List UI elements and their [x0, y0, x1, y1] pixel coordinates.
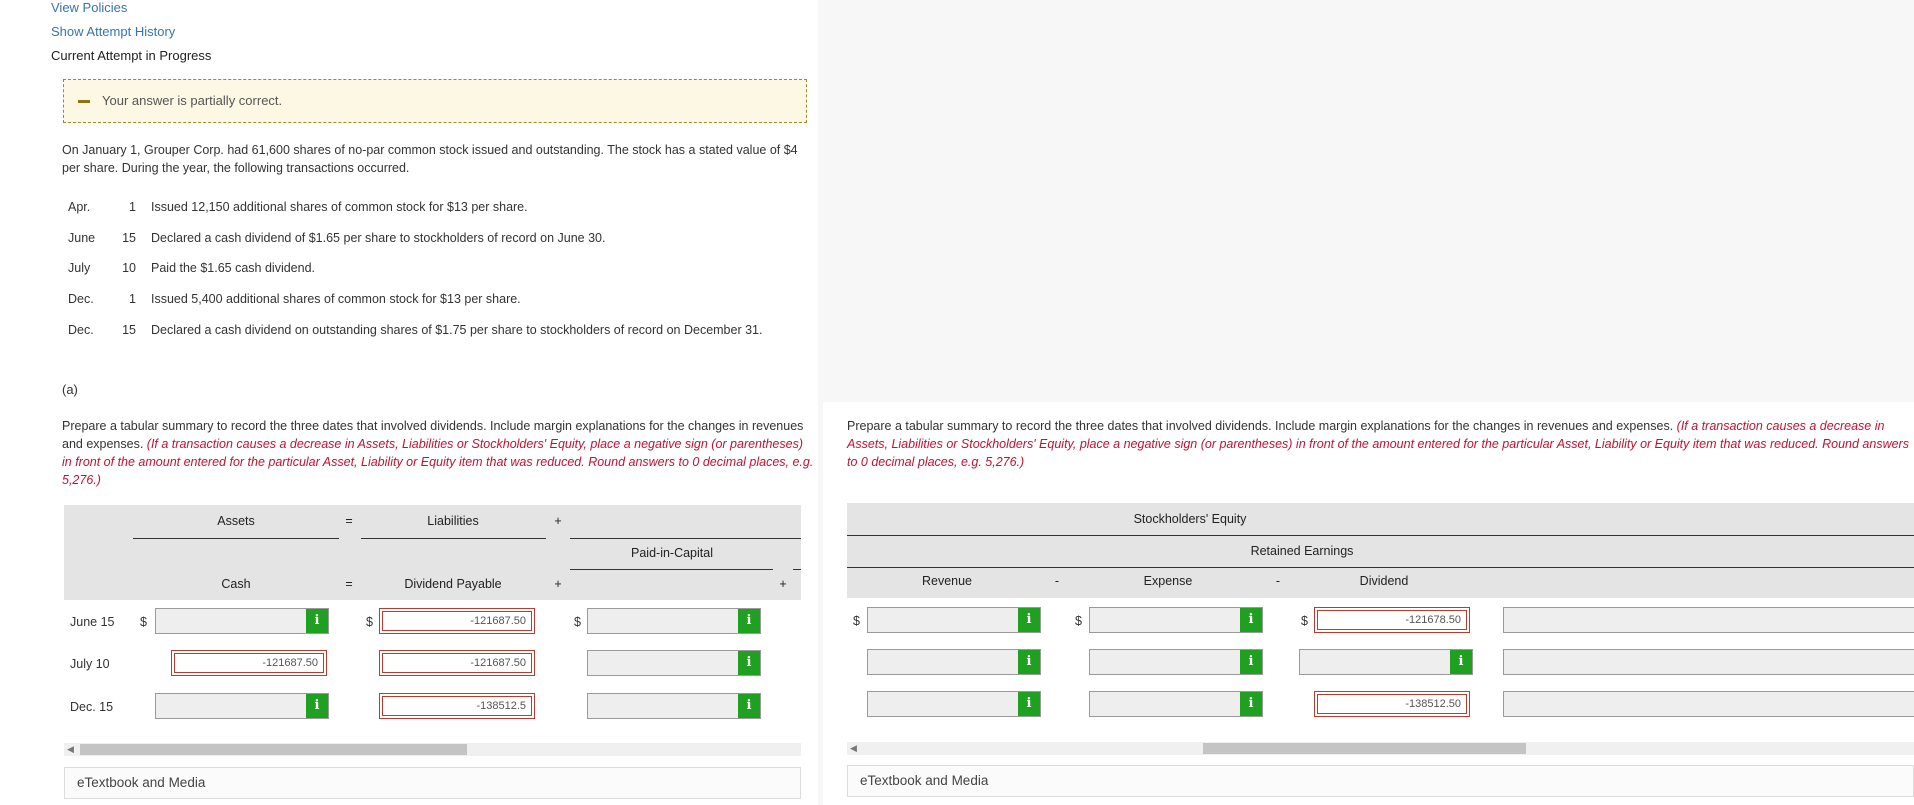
header-plus: +	[554, 577, 562, 591]
header-assets: Assets	[217, 514, 255, 528]
dividend-payable-input-dec-15[interactable]	[379, 693, 535, 719]
field-value: -121687.50	[262, 657, 318, 669]
info-icon[interactable]: i	[1018, 608, 1040, 632]
field-value: -121687.50	[470, 657, 526, 669]
banner-message: Your answer is partially correct.	[102, 93, 283, 108]
header-cash: Cash	[221, 577, 251, 591]
dividend-payable-input-june-15[interactable]	[379, 608, 535, 634]
etextbook-media-link[interactable]: eTextbook and Media	[64, 767, 801, 799]
dividend-payable-input-july-10[interactable]	[379, 650, 535, 676]
left-panel	[0, 0, 818, 805]
tx-month: Dec.	[68, 323, 94, 337]
paid-in-capital-input-july-10[interactable]	[587, 650, 761, 676]
header-dividend: Dividend	[1359, 574, 1409, 588]
instructions-red: (If a transaction causes a decrease in Assets, Liabilities or Stockholders' Equity, place a negative sign (or parentheses) in front of the amount entered for the particular Asset, Liability or Equity item that was reduced. Round answers to 0 decimal places, e.g. 5,276.)	[847, 419, 1909, 469]
currency-sign: $	[574, 615, 581, 629]
expense-input-july-10[interactable]	[1089, 649, 1263, 675]
header-equals: =	[345, 514, 353, 528]
tx-text: Issued 12,150 additional shares of common stock for $13 per share.	[151, 200, 528, 214]
tx-text: Declared a cash dividend of $1.65 per share to stockholders of record on June 30.	[151, 231, 606, 245]
current-attempt-label: Current Attempt in Progress	[51, 48, 212, 63]
problem-intro: On January 1, Grouper Corp. had 61,600 shares of no-par common stock issued and outstanding. The stock has a stated value of $4 per share. During the year, the following transactions occurred.	[62, 143, 798, 175]
header-stockholders-equity: Stockholders' Equity	[1133, 512, 1247, 526]
show-attempt-history-link[interactable]: Show Attempt History	[51, 24, 176, 39]
minus-icon	[78, 100, 90, 103]
tx-day: 15	[122, 323, 136, 337]
info-icon[interactable]: i	[738, 609, 760, 633]
header-dividend-payable: Dividend Payable	[404, 577, 502, 591]
cash-input-july-10[interactable]	[171, 650, 327, 676]
info-icon[interactable]: i	[306, 609, 328, 633]
tx-text: Declared a cash dividend on outstanding shares of $1.75 per share to stockholders of record on December 31.	[151, 323, 763, 337]
row-label-dec-15: Dec. 15	[70, 700, 114, 714]
instructions-red: (If a transaction causes a decrease in Assets, Liabilities or Stockholders' Equity, place a negative sign (or parentheses) in front of the amount entered for the particular Asset, Liability or Equity item that was reduced. Round answers to 0 decimal places, e.g. 5,276.)	[62, 437, 814, 487]
scroll-left-arrow-icon[interactable]: ◀	[850, 743, 857, 753]
info-icon[interactable]: i	[1240, 650, 1262, 674]
header-equals: =	[345, 577, 353, 591]
header-paid-in-capital: Paid-in-Capital	[631, 546, 713, 560]
expense-input-june-15[interactable]	[1089, 607, 1263, 633]
part-a-label: (a)	[62, 382, 78, 397]
row-label-june-15: June 15	[70, 615, 115, 629]
header-expense: Expense	[1143, 574, 1193, 588]
etextbook-media-link[interactable]: eTextbook and Media	[847, 765, 1914, 797]
tx-month: Apr.	[68, 200, 91, 214]
currency-sign: $	[140, 615, 147, 629]
header-rule	[133, 538, 339, 539]
currency-sign: $	[1075, 614, 1082, 628]
tx-day: 10	[122, 261, 136, 275]
tx-month: July	[68, 261, 91, 275]
right-panel	[823, 402, 1914, 805]
cash-input-dec-15[interactable]	[155, 693, 329, 719]
row-label-july-10: July 10	[70, 657, 110, 671]
header-minus: -	[1275, 574, 1281, 588]
revenue-input-dec-15[interactable]	[867, 691, 1041, 717]
currency-sign: $	[853, 614, 860, 628]
partial-correct-banner	[63, 79, 807, 123]
header-retained-earnings: Retained Earnings	[1250, 544, 1354, 558]
dividend-input-july-10[interactable]	[1299, 649, 1473, 675]
field-value: -121687.50	[470, 615, 526, 627]
info-icon[interactable]: i	[738, 694, 760, 718]
tx-day: 1	[129, 200, 136, 214]
dividend-input-june-15[interactable]	[1314, 607, 1470, 633]
header-revenue: Revenue	[921, 574, 973, 588]
info-icon[interactable]: i	[1240, 692, 1262, 716]
next-column-input-july-10[interactable]	[1503, 649, 1914, 675]
cash-input-june-15[interactable]	[155, 608, 329, 634]
instructions-text: Prepare a tabular summary to record the three dates that involved dividends. Include margin explanations for the changes in revenues and expenses.	[847, 419, 1674, 433]
view-policies-link[interactable]: View Policies	[51, 0, 128, 15]
header-plus: +	[554, 514, 562, 528]
field-value: -138512.50	[1405, 698, 1461, 710]
header-rule	[847, 567, 1914, 568]
currency-sign: $	[1301, 614, 1308, 628]
header-rule	[570, 569, 773, 570]
paid-in-capital-input-june-15[interactable]	[587, 608, 761, 634]
horizontal-scrollbar[interactable]	[847, 742, 1914, 755]
paid-in-capital-input-dec-15[interactable]	[587, 693, 761, 719]
tx-text: Issued 5,400 additional shares of common stock for $13 per share.	[151, 292, 521, 306]
currency-sign: $	[366, 615, 373, 629]
part-a-instructions-repeat	[847, 417, 1914, 471]
tx-day: 1	[129, 292, 136, 306]
field-value: -121678.50	[1405, 614, 1461, 626]
scrollbar-thumb[interactable]	[80, 744, 467, 755]
expense-input-dec-15[interactable]	[1089, 691, 1263, 717]
header-rule	[847, 535, 1914, 536]
info-icon[interactable]: i	[1450, 650, 1472, 674]
next-column-input-june-15[interactable]	[1503, 607, 1914, 633]
dividend-input-dec-15[interactable]	[1314, 691, 1470, 717]
revenue-input-july-10[interactable]	[867, 649, 1041, 675]
header-minus: -	[1054, 574, 1060, 588]
tx-day: 15	[122, 231, 136, 245]
header-plus: +	[779, 577, 787, 591]
info-icon[interactable]: i	[1240, 608, 1262, 632]
header-rule	[361, 538, 546, 539]
tx-month: June	[68, 231, 96, 245]
tx-month: Dec.	[68, 292, 94, 306]
next-column-input-dec-15[interactable]	[1503, 691, 1914, 717]
header-rule	[793, 569, 801, 570]
info-icon[interactable]: i	[738, 651, 760, 675]
part-a-instructions	[62, 417, 814, 489]
revenue-input-june-15[interactable]	[867, 607, 1041, 633]
scrollbar-thumb[interactable]	[1203, 743, 1526, 754]
header-rule	[570, 538, 801, 539]
header-liabilities: Liabilities	[427, 514, 479, 528]
instructions-text: Prepare a tabular summary to record the three dates that involved dividends. Include margin explanations for the changes in revenues and expenses.	[62, 419, 804, 451]
scroll-left-arrow-icon[interactable]: ◀	[67, 744, 74, 754]
field-value: -138512.5	[476, 700, 526, 712]
horizontal-scrollbar[interactable]	[64, 743, 801, 756]
tx-text: Paid the $1.65 cash dividend.	[151, 261, 316, 275]
info-icon[interactable]: i	[1018, 650, 1040, 674]
info-icon[interactable]: i	[306, 694, 328, 718]
info-icon[interactable]: i	[1018, 692, 1040, 716]
